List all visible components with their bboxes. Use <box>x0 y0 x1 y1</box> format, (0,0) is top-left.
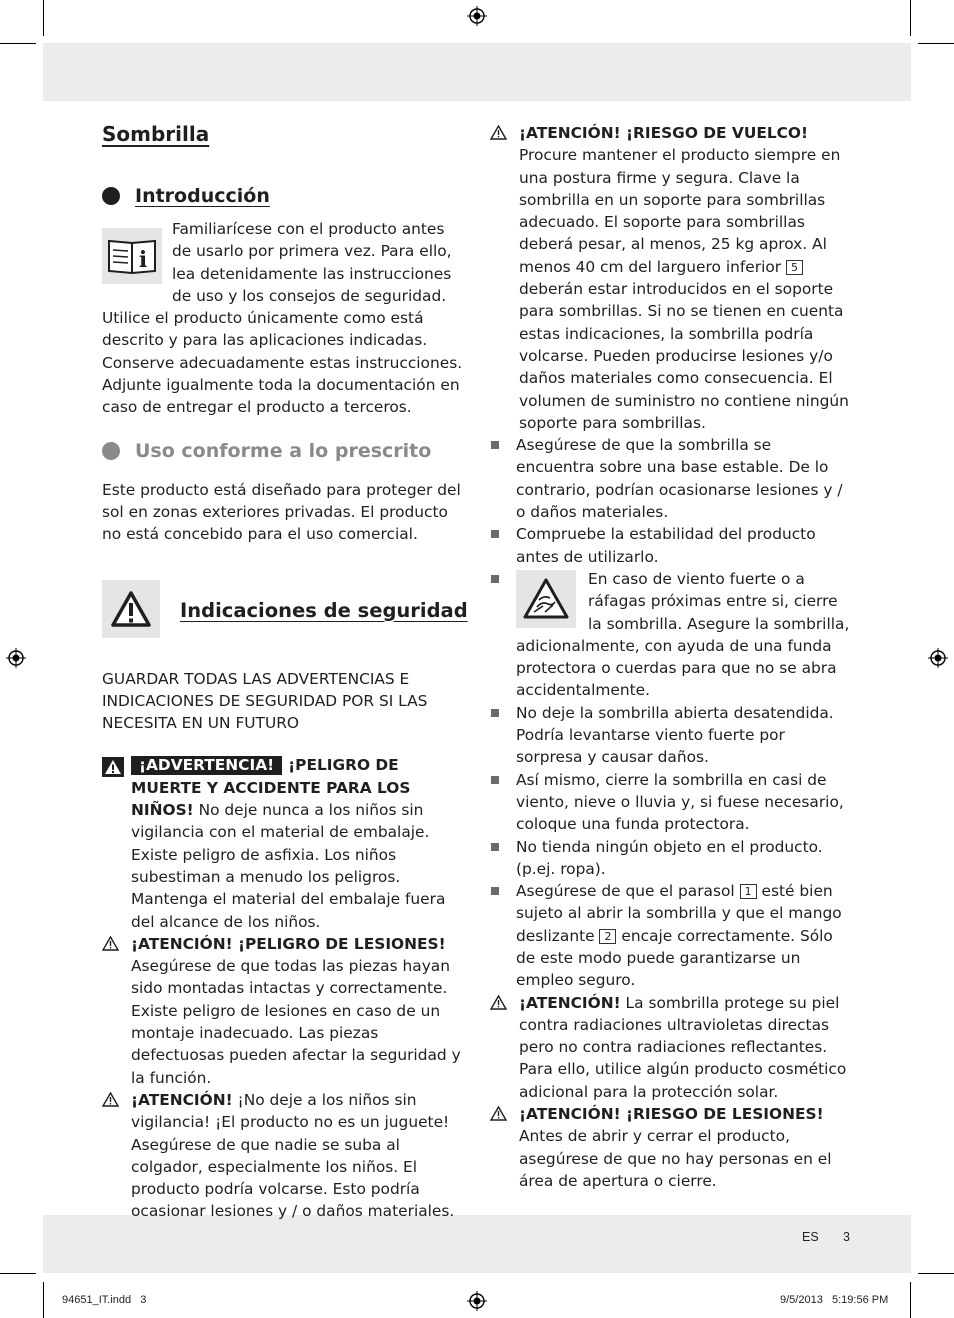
intended-use-text: Este producto está diseñado para proteger del sol en zonas exteriores privadas. El producto no está concebido para el uso comercial. <box>102 480 461 544</box>
safety-heading: Indicaciones de seguridad <box>180 598 468 622</box>
square-bullet-icon <box>491 441 499 449</box>
warning-injury-title: ¡ATENCIÓN! ¡PELIGRO DE LESIONES! <box>131 934 446 953</box>
list-item <box>490 769 854 836</box>
warning-triangle-icon <box>102 580 160 638</box>
wind-warning-icon <box>516 570 576 628</box>
registration-mark-icon <box>6 648 26 668</box>
warning-children-title: ¡PELIGRO DE MUERTE Y ACCIDENTE PARA LOS NIÑOS! <box>131 756 411 820</box>
warning-tipping <box>490 122 854 434</box>
list-item-text: Compruebe la estabilidad del producto antes de utilizarlo. <box>516 525 816 566</box>
crop-mark <box>918 43 954 44</box>
crop-mark <box>43 0 44 36</box>
list-item-text: encaje correctamente. Sólo de este modo puede garantizarse un empleo seguro. <box>516 926 833 990</box>
list-item <box>490 434 854 523</box>
warning-tipping-text-b: deberán estar introducidos en el soporte para sombrillas. Si no se tienen en cuenta estas indicaciones, la sombrilla podría volcarse. Pueden producirse lesiones y/o daños materiales como consecuencia. El volumen de suministro no contiene ningún soporte para sombrillas. <box>519 280 849 432</box>
advertencia-badge: ¡ADVERTENCIA! <box>131 756 282 775</box>
list-item-text: En caso de viento fuerte o a ráfagas próximas entre si, cierre la sombrilla. Asegure la sombrilla, adicionalmente, con ayuda de una funda protectora o cuerdas para que no se abra accidentalmente. <box>516 569 850 700</box>
heading-introduction <box>102 182 464 210</box>
warning-sun <box>490 992 854 1103</box>
warning-icon <box>102 757 124 777</box>
list-item <box>490 523 854 568</box>
warning-children-text: No deje nunca a los niños sin vigilancia con el material de embalaje. Existe peligro de asfixia. Los niños subestiman a menudo los peligros. Mantenga el material del embalaje fuera del alcance de los niños. <box>131 801 446 931</box>
warning-triangle-small-icon <box>490 995 507 1010</box>
warning-supervision-title: ¡ATENCIÓN! <box>131 1090 233 1109</box>
list-item-text: Así mismo, cierre la sombrilla en casi de viento, nieve o lluvia y, si fuese necesario, coloque una funda protectora. <box>516 770 844 834</box>
crop-mark <box>918 1273 954 1274</box>
part-number-label: 5 <box>786 260 803 275</box>
square-bullet-icon <box>491 530 499 538</box>
safety-caps-text: GUARDAR TODAS LAS ADVERTENCIAS E INDICACIONES DE SEGURIDAD POR SI LAS NECESITA EN UN FUTURO <box>102 669 428 733</box>
crop-mark <box>910 1282 911 1318</box>
warning-opening-text: Antes de abrir y cerrar el producto, asegúrese de que no hay personas en el área de apertura o cierre. <box>519 1127 832 1190</box>
warning-sun-text: La sombrilla protege su piel contra radiaciones ultravioletas directas pero no contra radiaciones reflectantes. Para ello, utilice algún producto cosmético adicional para la protección solar. <box>519 993 847 1101</box>
footer-language: ES <box>802 1230 819 1244</box>
footer-band <box>43 1215 911 1273</box>
intro-text: Familiarícese con el producto antes de usarlo por primera vez. Para ello, lea detenidamente las instrucciones de uso y los consejos de seguridad. Utilice el producto únicamente como está descrito y para las aplicaciones indicadas. Conserve adecuadamente estas instrucciones. Adjunte igualmente toda la documentación en caso de entregar el producto a terceros. <box>102 220 463 417</box>
warning-injury <box>102 933 464 1089</box>
warning-tipping-text-a: Procure mantener el producto siempre en una postura firme y segura. Clave la sombrilla en un soporte para sombrillas adecuado. El soporte para sombrillas deberá pesar, al menos, 25 kg aprox. Al menos 40 cm del larguero inferior <box>519 146 841 276</box>
list-item <box>490 836 854 881</box>
warning-tipping-title: ¡ATENCIÓN! ¡RIESGO DE VUELCO! <box>519 124 809 142</box>
list-item-text: Asegúrese de que la sombrilla se encuentra sobre una base estable. De lo contrario, podrían ocasionarse lesiones y / o daños materiales. <box>516 436 843 522</box>
square-bullet-icon <box>491 709 499 717</box>
warning-injury-text: Asegúrese de que todas las piezas hayan sido montadas intactas y correctamente. Existe peligro de lesiones en caso de un montaje inadecuado. Las piezas defectuosas pueden afectar la seguridad y la función. <box>131 957 461 1087</box>
safety-heading-row <box>102 580 468 638</box>
footer-page-number: 3 <box>843 1230 850 1244</box>
warning-triangle-small-icon <box>102 1092 119 1107</box>
slug-filename: 94651_IT.indd 3 <box>62 1294 147 1306</box>
square-bullet-icon <box>491 843 499 851</box>
list-item-text: Asegúrese de que el parasol <box>516 882 735 901</box>
svg-text:i: i <box>138 247 148 273</box>
crop-mark <box>910 0 911 36</box>
warning-triangle-small-icon <box>490 1106 507 1121</box>
warning-children <box>102 754 464 932</box>
list-item-text: No deje la sombrilla abierta desatendida. Podría levantarse viento fuerte por sorpresa y causar daños. <box>516 703 834 767</box>
manual-info-icon <box>102 228 162 284</box>
list-item-text: No tienda ningún objeto en el producto.(p.ej. ropa). <box>516 837 823 878</box>
registration-mark-icon <box>928 648 948 668</box>
heading-intended-use-text: Uso conforme a lo prescrito <box>135 439 432 462</box>
square-bullet-icon <box>491 776 499 784</box>
warning-opening-title: ¡ATENCIÓN! ¡RIESGO DE LESIONES! <box>519 1105 824 1124</box>
heading-bullet-icon <box>102 187 120 205</box>
list-item <box>490 702 854 769</box>
square-bullet-icon <box>491 575 499 583</box>
right-column <box>490 122 854 1192</box>
list-item-wind <box>490 568 854 702</box>
warning-supervision-text: ¡No deje a los niños sin vigilancia! ¡El producto no es un juguete! Asegúrese de que nadie se suba al colgador, especialmente los niños. El producto podría volcarse. Esto podría ocasionar lesiones y / o daños materiales. <box>131 1090 455 1221</box>
warning-sun-title: ¡ATENCIÓN! <box>519 993 621 1012</box>
heading-introduction-text: Introducción <box>135 185 270 207</box>
left-column <box>102 120 468 1223</box>
part-number-label: 2 <box>599 929 616 944</box>
registration-mark-icon <box>467 6 487 26</box>
list-item <box>490 880 854 991</box>
heading-intended-use <box>102 437 464 465</box>
crop-mark <box>0 43 36 44</box>
square-bullet-icon <box>491 887 499 895</box>
list-item-text: esté bien sujeto al abrir la sombrilla y que el mango deslizante <box>516 882 842 945</box>
crop-mark <box>43 1282 44 1318</box>
part-number-label: 1 <box>740 884 757 899</box>
header-band <box>43 43 911 101</box>
warning-triangle-small-icon <box>102 936 119 951</box>
slug-date: 9/5/2013 5:19:56 PM <box>780 1294 889 1306</box>
warning-opening <box>490 1103 854 1192</box>
page-title: Sombrilla <box>102 122 210 146</box>
intro-paragraph <box>102 218 464 419</box>
warning-supervision <box>102 1089 464 1223</box>
warning-triangle-small-icon <box>490 125 507 140</box>
registration-mark-icon <box>467 1291 487 1311</box>
heading-bullet-icon <box>102 442 120 460</box>
crop-mark <box>0 1273 36 1274</box>
